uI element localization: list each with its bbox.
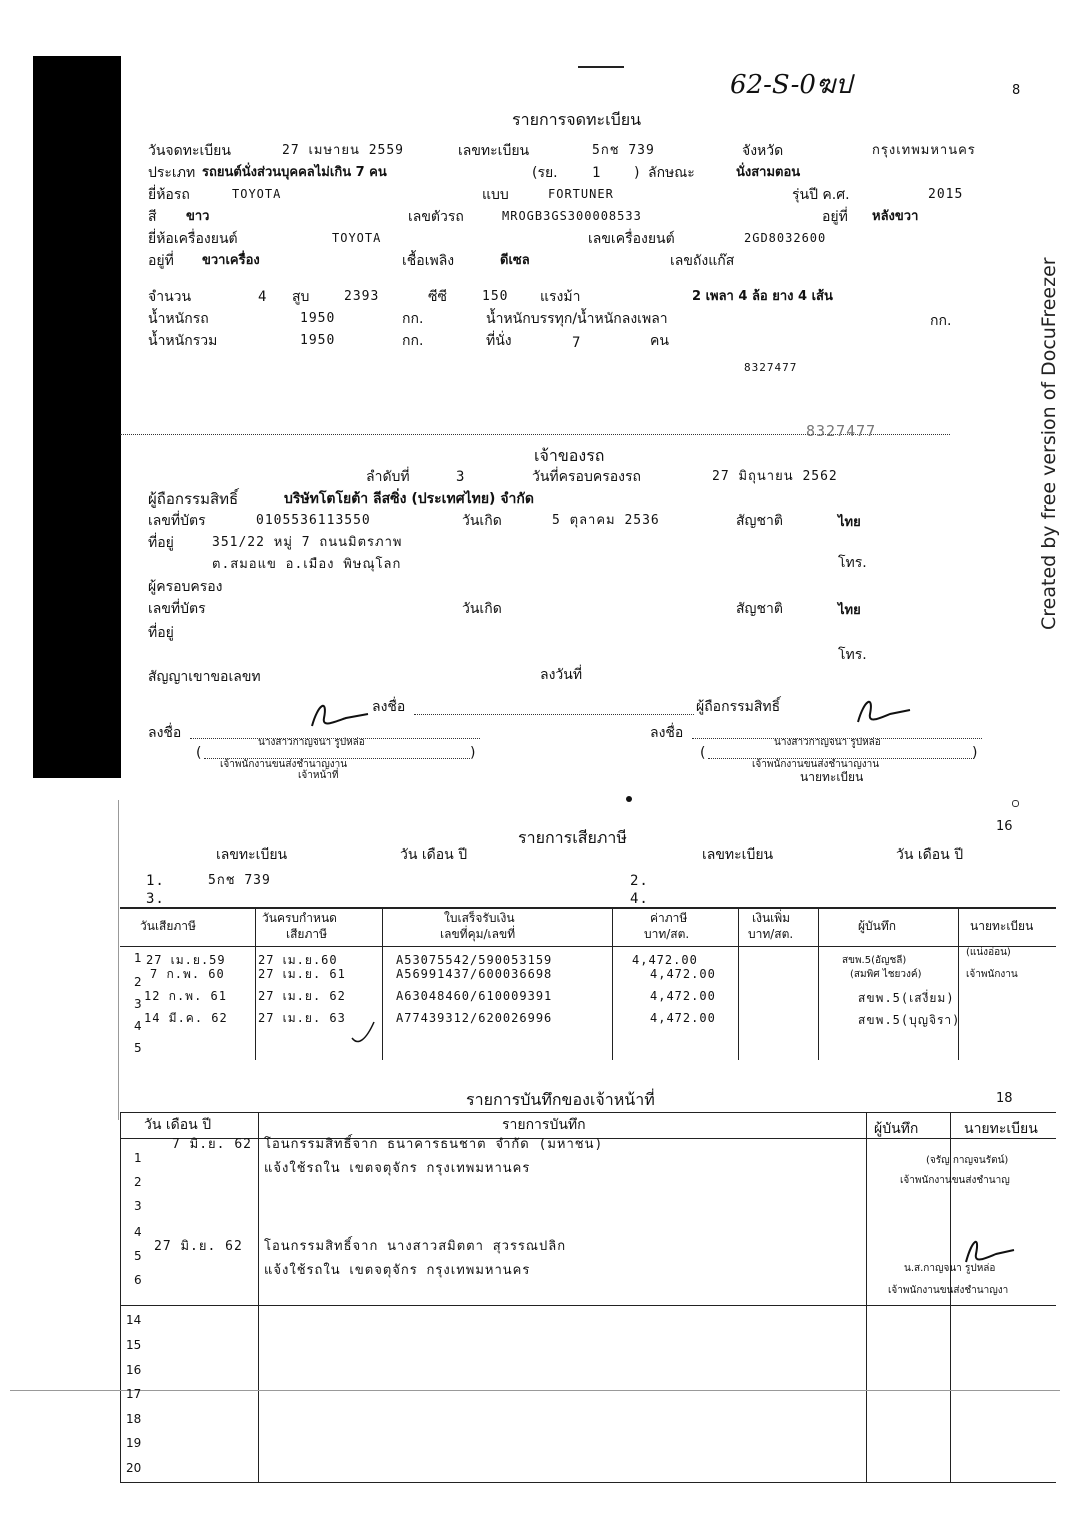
record-1-date: 7 มิ.ย. 62	[172, 1137, 252, 1152]
records-line-18: 18	[126, 1412, 142, 1426]
left-paren-open: (	[196, 745, 202, 761]
right-officer-role: นายทะเบียน	[800, 770, 864, 784]
tax-header-due-1: วันครบกำหนด	[262, 911, 337, 925]
gas-tank-label: เลขถังแก๊ส	[670, 253, 735, 269]
tax-row-2-amount: 4,472.00	[650, 967, 716, 981]
vehicle-type: รถยนต์นั่งส่วนบุคคลไม่เกิน 7 คน	[202, 165, 387, 180]
records-table-top	[120, 1112, 1056, 1113]
redaction-bar	[33, 56, 121, 778]
tax-row-2-receipt: A56991437/600036698	[396, 967, 553, 981]
owner-dob-label: วันเกิด	[462, 513, 502, 529]
possession-date: 27 มิถุนายน 2562	[712, 469, 838, 484]
seats: 7	[572, 335, 582, 351]
cc-unit: ซีซี	[428, 289, 448, 305]
tax-table-top	[120, 907, 1056, 909]
tax-row-1-receipt: A53075542/590053159	[396, 953, 553, 967]
tax-row-number-2: 2	[134, 975, 142, 989]
record-1-line2: แจ้งใช้รถใน เขตจตุจักร กรุงเทพมหานคร	[264, 1161, 531, 1176]
records-col-line-2	[866, 1112, 867, 1482]
cylinders: 4	[258, 289, 268, 305]
top-pen-mark	[578, 66, 624, 68]
possessor-nat-label: สัญชาติ	[736, 601, 783, 617]
brand-label: ยี่ห้อรถ	[148, 187, 190, 203]
tax-header-recorder: ผู้บันทึก	[858, 919, 897, 933]
stamp-number: 8327477	[744, 361, 798, 374]
right-officer-name: นางสาวกาญจนา รูปหล่อ	[774, 737, 881, 748]
tax-row-4-paid: 14 มี.ค. 62	[144, 1011, 228, 1025]
tax-col-line-2	[382, 908, 383, 1060]
seats-label: ที่นั่ง	[486, 333, 512, 349]
kg-unit-1: กก.	[402, 311, 424, 327]
chassis-label: เลขตัวรถ	[408, 209, 464, 225]
owner-id-label: เลขที่บัตร	[148, 513, 206, 529]
docufreezer-watermark: Created by free version of DocuFreezer	[1038, 257, 1060, 630]
records-header-registrar: นายทะเบียน	[964, 1121, 1038, 1137]
tax-header-due-2: เสียภาษี	[286, 927, 328, 941]
tax-header-extra-1: เงินเพิ่ม	[752, 911, 791, 925]
type-label: ประเภท	[148, 165, 196, 181]
tax-page-number: 16	[996, 819, 1013, 834]
tax-col-line-6	[958, 908, 959, 1060]
signature-mark-2	[854, 694, 924, 734]
records-line-14: 14	[126, 1313, 142, 1327]
vehicle-color: ขาว	[186, 209, 210, 224]
load-label: น้ำหนักบรรทุก/น้ำหนักลงเพลา	[486, 311, 668, 327]
tax-header-receipt-1: ใบเสร็จรับเงิน	[444, 911, 515, 925]
tax-reg-label-left: เลขทะเบียน	[216, 847, 288, 863]
records-line-5: 5	[134, 1249, 142, 1263]
holder-sign-name-label: ลงชื่อ	[372, 699, 406, 715]
owner-nat-label: สัญชาติ	[736, 513, 783, 529]
right-sign-label: ลงชื่อ	[650, 725, 684, 741]
engine-no-label: เลขเครื่องยนต์	[588, 231, 675, 247]
record-2-date: 27 มิ.ย. 62	[154, 1239, 243, 1254]
records-header-recorder: ผู้บันทึก	[874, 1121, 919, 1137]
fuel-label: เชื้อเพลิง	[402, 253, 455, 269]
possessor-addr-label: ที่อยู่	[148, 625, 174, 641]
records-line-4: 4	[134, 1225, 142, 1239]
tax-row-3-recorder: สขพ.5(เสงี่ยม)	[858, 991, 955, 1005]
owner-addr-label: ที่อยู่	[148, 535, 174, 551]
right-officer-position: เจ้าพนักงานขนส่งชำนาญงาน	[752, 759, 880, 770]
record-1-officer-name: (จรัญ กาญจนรัตน์)	[926, 1155, 1009, 1166]
chassis-loc-label: อยู่ที่	[822, 209, 848, 225]
signature-mark-1	[306, 696, 376, 736]
records-line-19: 19	[126, 1436, 142, 1450]
dot-mark	[626, 796, 632, 802]
records-line-16: 16	[126, 1363, 142, 1377]
tax-header-amount-2: บาท/สต.	[644, 927, 690, 941]
holder-name: บริษัทโตโยต้า ลีสซิ่ง (ประเทศไทย) จำกัด	[284, 491, 534, 507]
owner-title: เจ้าของรถ	[534, 446, 605, 465]
seats-unit: คน	[650, 333, 669, 349]
gross-weight-label: น้ำหนักรวม	[148, 333, 218, 349]
owner-address-line2: ต.สมอแข อ.เมือง พิษณุโลก	[212, 557, 402, 572]
cc: 2393	[344, 289, 380, 304]
engine-loc-label: อยู่ที่	[148, 253, 174, 269]
chassis-location: หลังขวา	[872, 209, 919, 224]
tax-row-2-due: 27 เม.ย. 61	[258, 967, 346, 981]
stamp-number-faint: 8327477	[806, 422, 877, 440]
left-officer-role: เจ้าหน้าที่	[298, 770, 339, 781]
cylinders-unit: สูบ	[292, 289, 310, 305]
tax-row-number-3: 3	[134, 997, 142, 1011]
holder-label: ผู้ถือกรรมสิทธิ์	[148, 490, 239, 508]
tax-title: รายการเสียภาษี	[518, 828, 627, 847]
record-2-line2: แจ้งใช้รถใน เขตจตุจักร กรุงเทพมหานคร	[264, 1263, 531, 1278]
province: กรุงเทพมหานคร	[872, 143, 976, 158]
tax-row-2-registrar: เจ้าพนักงาน	[966, 969, 1018, 980]
tax-col-line-1	[255, 908, 256, 1060]
axles-wheels: 2 เพลา 4 ล้อ ยาง 4 เส้น	[692, 289, 833, 304]
possessor-id-label: เลขที่บัตร	[148, 601, 206, 617]
reg-date: 27 เมษายน 2559	[282, 143, 404, 158]
record-1-officer-position: เจ้าพนักงานขนส่งชำนาญ	[900, 1175, 1010, 1186]
tax-table-header-bottom	[120, 946, 1056, 947]
tax-row-number-4: 4	[134, 1019, 142, 1033]
tax-entry-no-1: 1.	[146, 873, 165, 889]
tax-header-amount-1: ค่าภาษี	[650, 911, 688, 925]
tax-row-2-paid: 7 ก.พ. 60	[150, 967, 225, 981]
chassis-number: MROGB3GS300008533	[502, 209, 642, 223]
scan-line-17	[10, 1390, 1060, 1391]
lease-label: สัญญาเขาขอเลขท	[148, 669, 261, 685]
records-line-3: 3	[134, 1199, 142, 1213]
tax-row-4-recorder: สขพ.5(บุญจิรา)	[858, 1013, 961, 1027]
record-2-officer-position: เจ้าพนักงานขนส่งชำนาญงา	[888, 1285, 1009, 1296]
owner-seq: 3	[456, 469, 466, 485]
cylinders-label: จำนวน	[148, 289, 192, 305]
year-label: รุ่นปี ค.ศ.	[792, 187, 850, 203]
engine-location: ขวาเครื่อง	[202, 253, 260, 268]
tax-reg-label-right: เลขทะเบียน	[702, 847, 774, 863]
reg-date-label: วันจดทะเบียน	[148, 143, 231, 159]
holder-sign-label: ผู้ถือกรรมสิทธิ์	[696, 699, 781, 715]
tax-row-3-paid: 12 ก.พ. 61	[144, 989, 227, 1003]
model-year: 2015	[928, 187, 964, 202]
vehicle-weight: 1950	[300, 311, 336, 326]
tax-row-1-amount: 4,472.00	[632, 953, 698, 967]
tax-row-4-due: 27 เม.ย. 63	[258, 1011, 346, 1025]
tax-entry-no-3: 3.	[146, 891, 165, 907]
left-paren-close: )	[470, 745, 476, 761]
tax-row-4-receipt: A77439312/620026996	[396, 1011, 553, 1025]
tax-date-label-left: วัน เดือน ปี	[400, 847, 468, 863]
record-2-line1: โอนกรรมสิทธิ์จาก นางสาวสมิตตา สุวรรณปลิก	[264, 1239, 567, 1254]
tax-header-paid-date: วันเสียภาษี	[140, 919, 196, 933]
model: FORTUNER	[548, 187, 614, 201]
left-officer-name: นางสาวกาญจนา รูปหล่อ	[258, 737, 365, 748]
tax-entry-no-4: 4.	[630, 891, 649, 907]
scan-edge-tax	[118, 800, 119, 1120]
sign-date-label: ลงวันที่	[540, 667, 583, 683]
page-number: 8	[1012, 83, 1021, 98]
model-label: แบบ	[482, 187, 509, 203]
possessor-dob-label: วันเกิด	[462, 601, 502, 617]
records-table-bottom	[120, 1482, 1056, 1483]
records-line-17: 17	[126, 1387, 142, 1401]
owner-dob: 5 ตุลาคม 2536	[552, 513, 660, 528]
record-2-officer-name: น.ส.กาญจนา รูปหล่อ	[904, 1263, 996, 1274]
possession-date-label: วันที่ครอบครองรถ	[532, 469, 641, 485]
records-line-1: 1	[134, 1151, 142, 1165]
tax-col-line-3	[612, 908, 613, 1060]
left-officer-position: เจ้าพนักงานขนส่งชำนาญงาน	[220, 759, 348, 770]
left-sign-label: ลงชื่อ	[148, 725, 182, 741]
tax-check-mark	[348, 1018, 378, 1048]
records-left-border	[120, 1112, 121, 1482]
records-header-record: รายการบันทึก	[502, 1117, 586, 1133]
registration-title: รายการจดทะเบียน	[512, 110, 642, 129]
tax-row-number-1: 1	[134, 951, 142, 965]
rs-label: (รย.	[532, 165, 558, 181]
record-1-line1: โอนกรรมสิทธิ์จาก ธนาคารธนชาต จำกัด (มหาชน)	[264, 1137, 604, 1152]
owner-tel-label: โทร.	[838, 555, 867, 571]
small-circle-mark	[1012, 800, 1019, 807]
horsepower: 150	[482, 289, 509, 304]
tax-row-3-amount: 4,472.00	[650, 989, 716, 1003]
right-paren-close: )	[972, 745, 978, 761]
tax-row-3-receipt: A63048460/610009391	[396, 989, 553, 1003]
tax-row-4-amount: 4,472.00	[650, 1011, 716, 1025]
reg-no: 5กช 739	[592, 143, 655, 158]
records-line-20: 20	[126, 1461, 142, 1475]
kg-unit-3: กก.	[402, 333, 424, 349]
brand: TOYOTA	[232, 187, 282, 201]
reg-no-label: เลขทะเบียน	[458, 143, 530, 159]
records-col-line-1	[258, 1112, 259, 1482]
tax-entry-no-2: 2.	[630, 873, 649, 889]
tax-header-receipt-2: เลขที่คุม/เลขที่	[440, 927, 516, 941]
horsepower-unit: แรงม้า	[540, 289, 581, 305]
tax-header-extra-2: บาท/สต.	[748, 927, 794, 941]
tax-entry-reg-1: 5กช 739	[208, 873, 271, 888]
engine-brand: TOYOTA	[332, 231, 382, 245]
tax-date-label-right: วัน เดือน ปี	[896, 847, 964, 863]
tax-row-3-due: 27 เม.ย. 62	[258, 989, 346, 1003]
tax-row-1-paid: 27 เม.ย.59	[146, 953, 226, 967]
rs-close: )	[634, 165, 640, 181]
tax-row-1-registrar: (แน่งอ่อน)	[966, 947, 1011, 958]
records-line-2: 2	[134, 1175, 142, 1189]
right-paren-open: (	[700, 745, 706, 761]
owner-id: 0105536113550	[256, 513, 371, 528]
records-header-date: วัน เดือน ปี	[144, 1117, 212, 1133]
province-label: จังหวัด	[742, 143, 784, 159]
handwritten-reference: 62-S-0ฆป	[730, 70, 852, 100]
engine-brand-label: ยี่ห้อเครื่องยนต์	[148, 231, 238, 247]
character-label: ลักษณะ	[648, 165, 695, 181]
tax-row-number-5: 5	[134, 1041, 142, 1055]
records-divider	[120, 1305, 1056, 1306]
possessor-label: ผู้ครอบครอง	[148, 579, 223, 595]
owner-nationality: ไทย	[838, 515, 861, 530]
tax-row-2-recorder: (สมพิศ ไชยวงค์)	[850, 969, 922, 980]
possessor-tel-label: โทร.	[838, 647, 867, 663]
color-label: สี	[148, 209, 157, 225]
tax-col-line-4	[738, 908, 739, 1060]
owner-seq-label: ลำดับที่	[366, 469, 410, 485]
records-col-line-3	[950, 1112, 951, 1482]
records-line-15: 15	[126, 1338, 142, 1352]
possessor-nationality: ไทย	[838, 603, 861, 618]
holder-sign-line	[414, 714, 694, 715]
records-page-number: 18	[996, 1091, 1013, 1106]
fuel-type: ดีเซล	[500, 253, 530, 268]
gross-weight: 1950	[300, 333, 336, 348]
tax-header-registrar: นายทะเบียน	[970, 919, 1034, 933]
rs-value: 1	[592, 165, 602, 181]
kg-unit-2: กก.	[930, 313, 952, 329]
tax-col-line-5	[818, 908, 819, 1060]
engine-number: 2GD8032600	[744, 231, 827, 245]
vehicle-character: นั่งสามตอน	[736, 165, 801, 180]
weight-label: น้ำหนักรถ	[148, 311, 209, 327]
records-line-6: 6	[134, 1273, 142, 1287]
owner-address-line1: 351/22 หมู่ 7 ถนนมิตรภาพ	[212, 535, 403, 550]
records-title: รายการบันทึกของเจ้าหน้าที่	[466, 1090, 655, 1109]
tax-row-1-due: 27 เม.ย.60	[258, 953, 338, 967]
tax-row-1-recorder: สขพ.5(อัญชลี)	[842, 955, 907, 966]
